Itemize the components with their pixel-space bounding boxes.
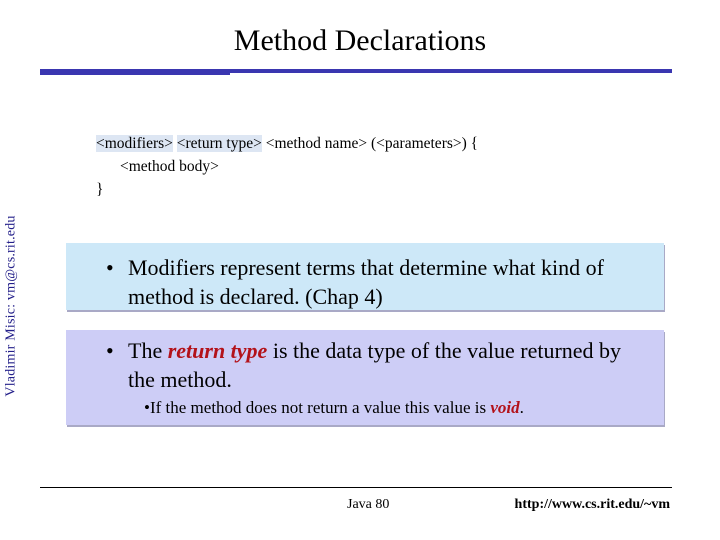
title-underline-accent xyxy=(40,73,230,75)
bullet-dot: • xyxy=(106,255,114,280)
syntax-method-body: <method body> xyxy=(120,158,219,175)
void-emphasis: void xyxy=(490,398,520,417)
author-side-label-text: Vladimir Misic: vm@cs.rit.edu xyxy=(4,215,20,397)
syntax-line-1 xyxy=(96,132,478,155)
void-text-pre: If the method does not return a value this value is xyxy=(149,398,491,417)
modifiers-note-box xyxy=(66,243,664,310)
return-type-emphasis: return type xyxy=(167,338,268,363)
syntax-return-type: <return type> xyxy=(176,135,262,152)
footer-page-number: Java 80 xyxy=(347,497,390,512)
modifiers-bullet-text: Modifiers represent terms that determine what kind of method is declared. (Chap 4) xyxy=(128,255,604,309)
syntax-modifiers: <modifiers> xyxy=(96,135,173,152)
return-type-bullet xyxy=(106,336,652,394)
footer-url: http://www.cs.rit.edu/~vm xyxy=(514,497,670,512)
return-type-text-post: is the data type of the value returned by the method. xyxy=(128,338,622,392)
syntax-signature-rest: <method name> (<parameters>) { xyxy=(265,135,479,152)
author-side-label xyxy=(2,156,22,456)
syntax-closing-brace: } xyxy=(96,181,104,198)
bullet-dot: • xyxy=(106,338,114,363)
return-type-note-box xyxy=(66,330,664,425)
method-syntax xyxy=(96,132,478,201)
modifiers-bullet xyxy=(106,253,652,311)
sub-bullet-dot: • xyxy=(144,398,150,417)
slide-title: Method Declarations xyxy=(233,24,487,57)
void-sub-bullet xyxy=(144,398,524,418)
void-text-post: . xyxy=(519,398,524,417)
footer-divider xyxy=(40,487,672,488)
return-type-text-pre: The xyxy=(128,338,168,363)
